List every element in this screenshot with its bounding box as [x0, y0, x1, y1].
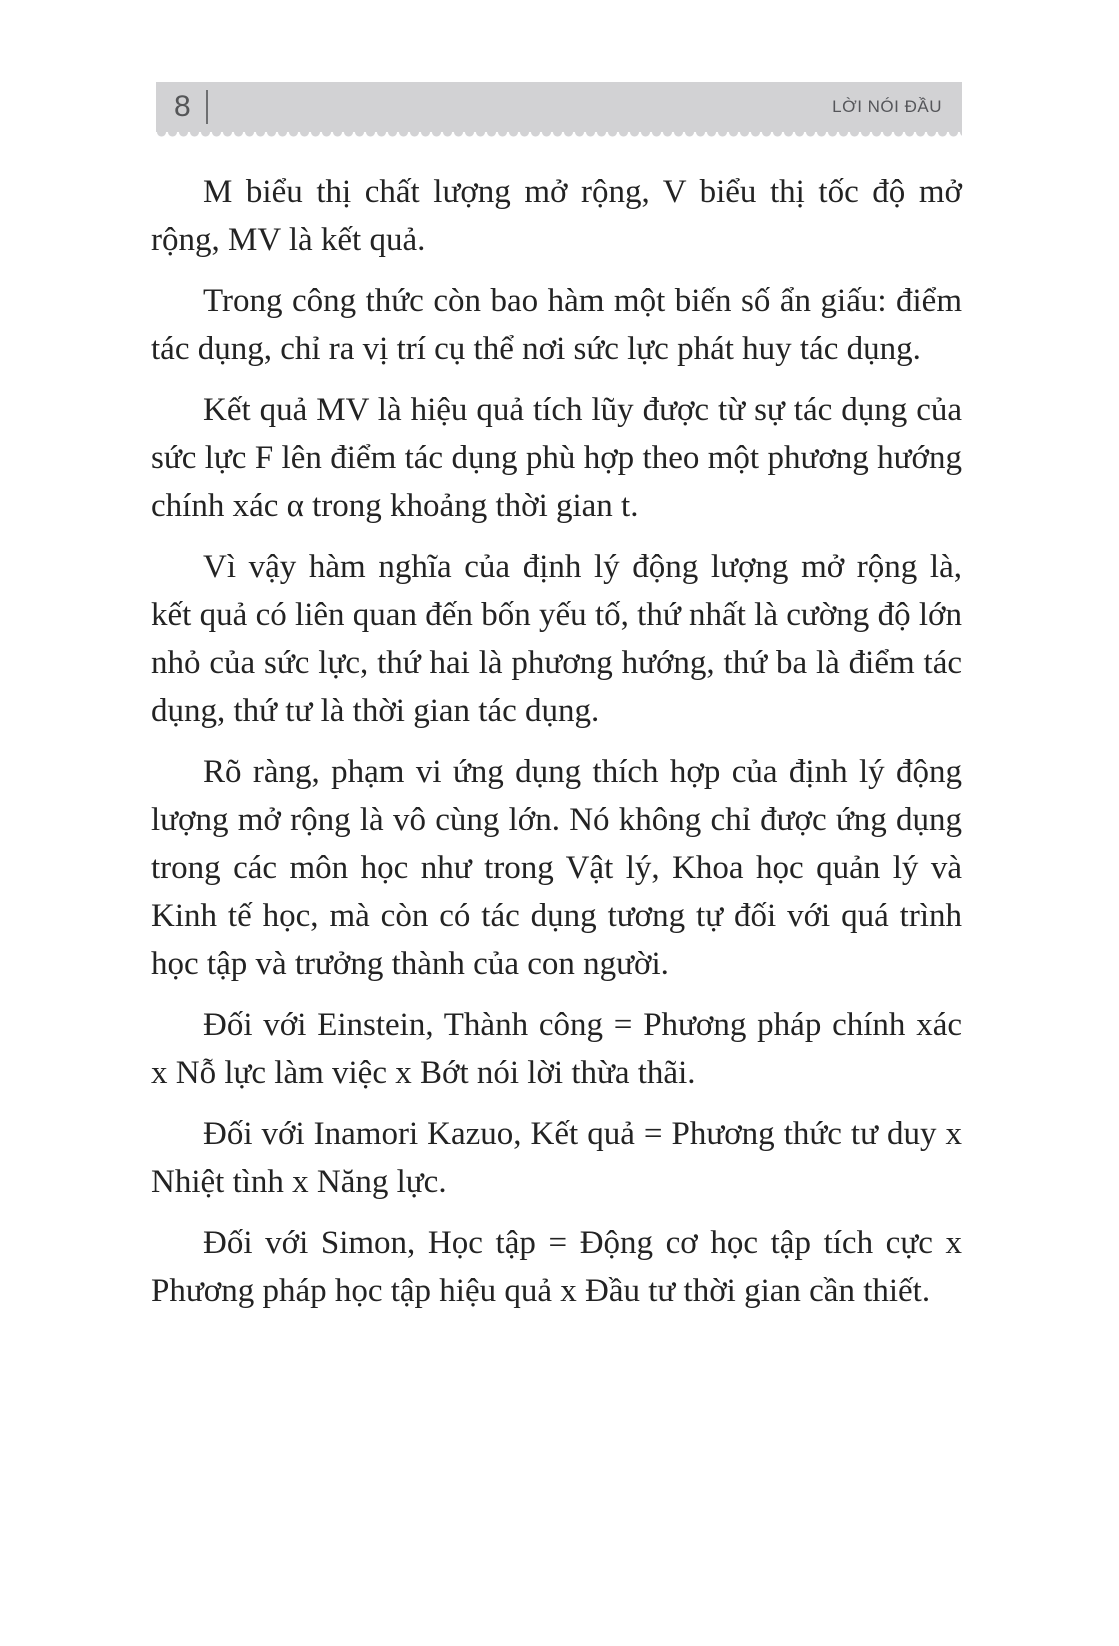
page-number: 8 [174, 90, 191, 123]
header-separator-line [206, 90, 208, 124]
paragraph: Rõ ràng, phạm vi ứng dụng thích hợp của định lý động lượng mở rộng là vô cùng lớn. Nó không chỉ được ứng dụng trong các môn học như trong Vật lý, Khoa học quản lý và Kinh tế học, mà còn có tác dụng tương tự đối với quá trình học tập và trưởng thành của con người. [151, 754, 962, 982]
paragraph: Đối với Einstein, Thành công = Phương pháp chính xác x Nỗ lực làm việc x Bớt nói lời thừa thãi. [151, 1007, 962, 1091]
paragraph: Kết quả MV là hiệu quả tích lũy được từ sự tác dụng của sức lực F lên điểm tác dụng phù hợp theo một phương hướng chính xác α trong khoảng thời gian t. [151, 392, 962, 524]
running-title: LỜI NÓI ĐẦU [832, 97, 942, 116]
paragraph: Trong công thức còn bao hàm một biến số ẩn giấu: điểm tác dụng, chỉ ra vị trí cụ thể nơi sức lực phát huy tác dụng. [151, 283, 962, 367]
paragraph: Đối với Inamori Kazuo, Kết quả = Phương thức tư duy x Nhiệt tình x Năng lực. [151, 1116, 962, 1200]
paragraph: Vì vậy hàm nghĩa của định lý động lượng mở rộng là, kết quả có liên quan đến bốn yếu tố, thứ nhất là cường độ lớn nhỏ của sức lực, thứ hai là phương hướng, thứ ba là điểm tác dụng, thứ tư là thời gian tác dụng. [151, 549, 962, 729]
running-header [156, 82, 962, 132]
paragraph: M biểu thị chất lượng mở rộng, V biểu thị tốc độ mở rộng, MV là kết quả. [151, 174, 962, 258]
body-text [151, 168, 962, 1328]
header-left [174, 90, 208, 124]
perforated-edge [156, 132, 962, 138]
paragraph: Đối với Simon, Học tập = Động cơ học tập tích cực x Phương pháp học tập hiệu quả x Đầu tư thời gian cần thiết. [151, 1225, 962, 1309]
